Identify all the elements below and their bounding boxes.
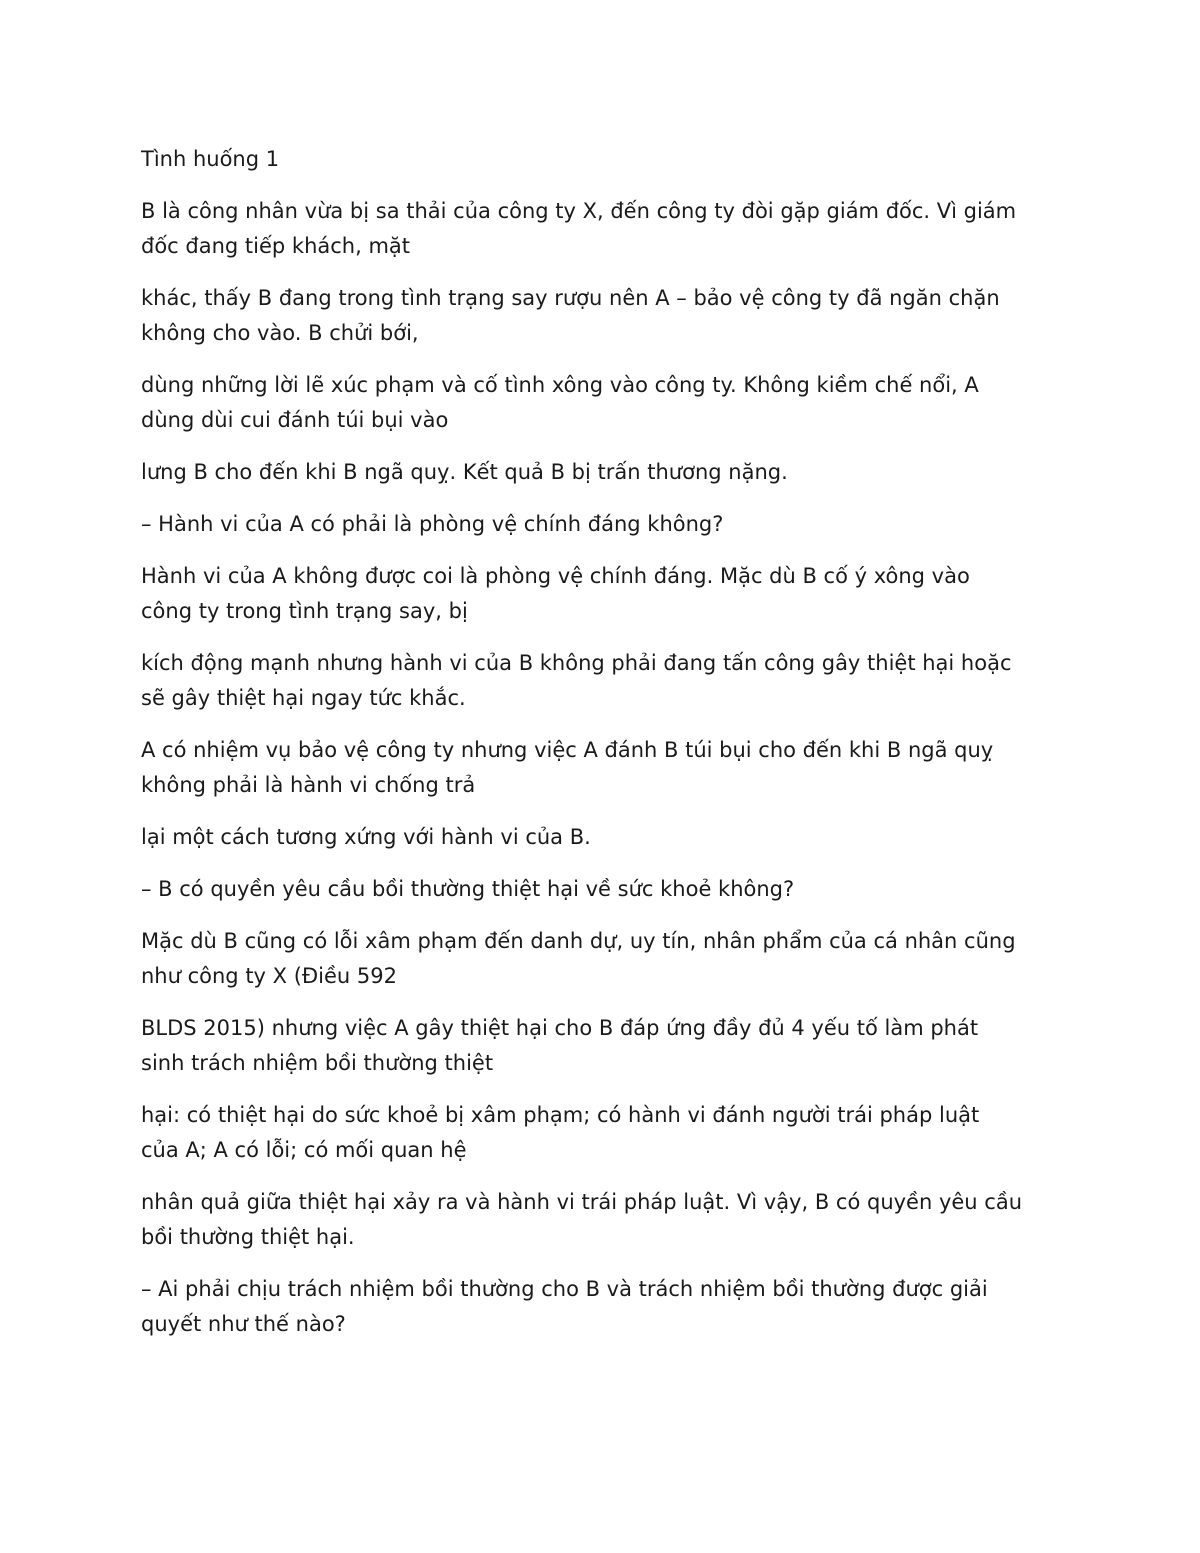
case-heading: Tình huống 1 — [141, 147, 280, 171]
question-3: – Ai phải chịu trách nhiệm bồi thường cho B và trách nhiệm bồi thường được giải quyết như thế nào? — [141, 1277, 988, 1336]
paragraph: kích động mạnh nhưng hành vi của B không phải đang tấn công gây thiệt hại hoặc sẽ gây thiệt hại ngay tức khắc. — [141, 651, 1012, 710]
paragraph: A có nhiệm vụ bảo vệ công ty nhưng việc A đánh B túi bụi cho đến khi B ngã quỵ không phải là hành vi chống trả — [141, 738, 994, 797]
document-body — [141, 142, 1071, 1359]
paragraph: B là công nhân vừa bị sa thải của công ty X, đến công ty đòi gặp giám đốc. Vì giám đốc đang tiếp khách, mặt — [141, 199, 1017, 258]
paragraph: dùng những lời lẽ xúc phạm và cố tình xông vào công ty. Không kiềm chế nổi, A dùng dùi cui đánh túi bụi vào — [141, 373, 979, 432]
paragraph: khác, thấy B đang trong tình trạng say rượu nên A – bảo vệ công ty đã ngăn chặn không cho vào. B chửi bới, — [141, 286, 1000, 345]
paragraph: lưng B cho đến khi B ngã quỵ. Kết quả B bị trấn thương nặng. — [141, 460, 788, 484]
paragraph: Hành vi của A không được coi là phòng vệ chính đáng. Mặc dù B cố ý xông vào công ty trong tình trạng say, bị — [141, 564, 970, 623]
paragraph: hại: có thiệt hại do sức khoẻ bị xâm phạm; có hành vi đánh người trái pháp luật của A; A có lỗi; có mối quan hệ — [141, 1103, 980, 1162]
question-1: – Hành vi của A có phải là phòng vệ chính đáng không? — [141, 512, 724, 536]
question-2: – B có quyền yêu cầu bồi thường thiệt hại về sức khoẻ không? — [141, 877, 795, 901]
paragraph: BLDS 2015) nhưng việc A gây thiệt hại cho B đáp ứng đầy đủ 4 yếu tố làm phát sinh trách nhiệm bồi thường thiệt — [141, 1016, 979, 1075]
paragraph: nhân quả giữa thiệt hại xảy ra và hành vi trái pháp luật. Vì vậy, B có quyền yêu cầu bồi thường thiệt hại. — [141, 1190, 1023, 1249]
paragraph: lại một cách tương xứng với hành vi của B. — [141, 825, 591, 849]
paragraph: Mặc dù B cũng có lỗi xâm phạm đến danh dự, uy tín, nhân phẩm của cá nhân cũng như công ty X (Điều 592 — [141, 929, 1016, 988]
